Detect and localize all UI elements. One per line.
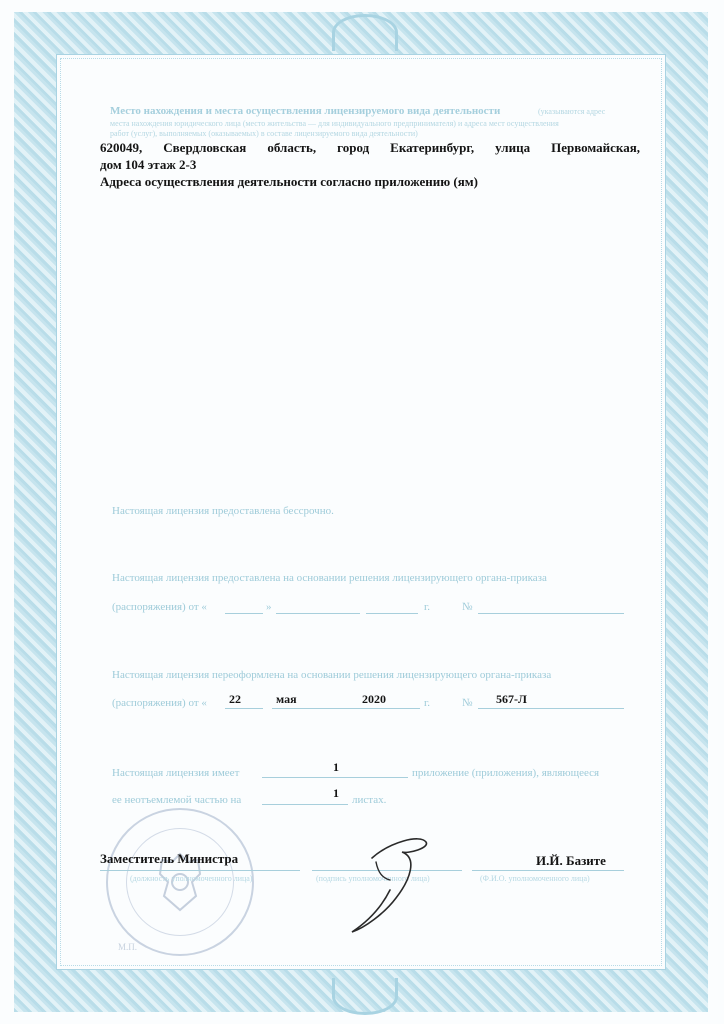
grant-day-line <box>225 613 263 614</box>
grant-year-suffix: г. <box>424 601 431 613</box>
reissue-month-line <box>272 708 358 709</box>
grant-text-2-prefix: (распоряжения) от « <box>112 601 207 613</box>
reissue-year: 2020 <box>362 692 386 706</box>
reissue-text-2-prefix: (распоряжения) от « <box>112 697 207 709</box>
position-line <box>100 870 300 871</box>
reissue-day-line <box>225 708 263 709</box>
reissue-number-line <box>478 708 624 709</box>
address-fine-line-2: работ (услуг), выполняемых (оказываемых) в составе лицензируемого вида деятельности) <box>110 129 418 138</box>
reissue-text-1: Настоящая лицензия переоформлена на основании решения лицензирующего органа-приказа <box>112 669 552 681</box>
reissue-month: мая <box>276 692 297 706</box>
signature-caption: (подпись уполномоченного лица) <box>316 874 430 883</box>
reissue-year-suffix: г. <box>424 697 431 709</box>
appendix-text-2-suffix: листах. <box>352 794 387 806</box>
address-line-2: дом 104 этаж 2-3 <box>100 157 197 172</box>
signatory-position: Заместитель Министра <box>100 851 239 866</box>
top-ornament-icon <box>332 14 398 51</box>
reissue-year-line <box>358 708 420 709</box>
grant-number-label: № <box>462 601 473 613</box>
grant-month-line <box>276 613 360 614</box>
stamp-label: М.П. <box>118 942 138 952</box>
reissue-number-label: № <box>462 697 473 709</box>
position-caption: (должность уполномоченного лица) <box>130 874 253 883</box>
license-term-text: Настоящая лицензия предоставлена бессрочно. <box>112 505 334 517</box>
appendix-count-line <box>262 777 408 778</box>
address-heading-note: (указываются адрес <box>538 107 606 116</box>
grant-text-1: Настоящая лицензия предоставлена на основании решения лицензирующего органа-приказа <box>112 572 547 584</box>
grant-number-line <box>478 613 624 614</box>
handwritten-signature <box>330 820 450 940</box>
grant-day-close: » <box>266 601 272 613</box>
name-line <box>472 870 624 871</box>
signatory-name: И.Й. Базите <box>536 853 606 868</box>
appendix-sheets: 1 <box>333 786 339 800</box>
appendix-sheets-line <box>262 804 348 805</box>
appendix-text-1-suffix: приложение (приложения), являющееся <box>412 767 600 779</box>
name-caption: (Ф.И.О. уполномоченного лица) <box>480 874 590 883</box>
reissue-number: 567-Л <box>496 692 527 706</box>
address-fine-line-1: места нахождения юридического лица (место жительства — для индивидуального предпринимателя) и адреса мест осуществления <box>110 119 559 128</box>
reissue-day: 22 <box>229 692 241 706</box>
bottom-ornament-icon <box>332 978 398 1015</box>
appendix-count: 1 <box>333 760 339 774</box>
address-heading: Место нахождения и места осуществления лицензируемого вида деятельности <box>110 105 501 117</box>
appendix-text-2: ее неотъемлемой частью на <box>112 794 242 806</box>
address-line-1: 620049, Свердловская область, город Екатеринбург, улица Первомайская, <box>100 140 640 155</box>
grant-year-line <box>366 613 418 614</box>
appendix-text-1: Настоящая лицензия имеет <box>112 767 240 779</box>
address-line-3: Адреса осуществления деятельности согласно приложению (ям) <box>100 174 478 189</box>
